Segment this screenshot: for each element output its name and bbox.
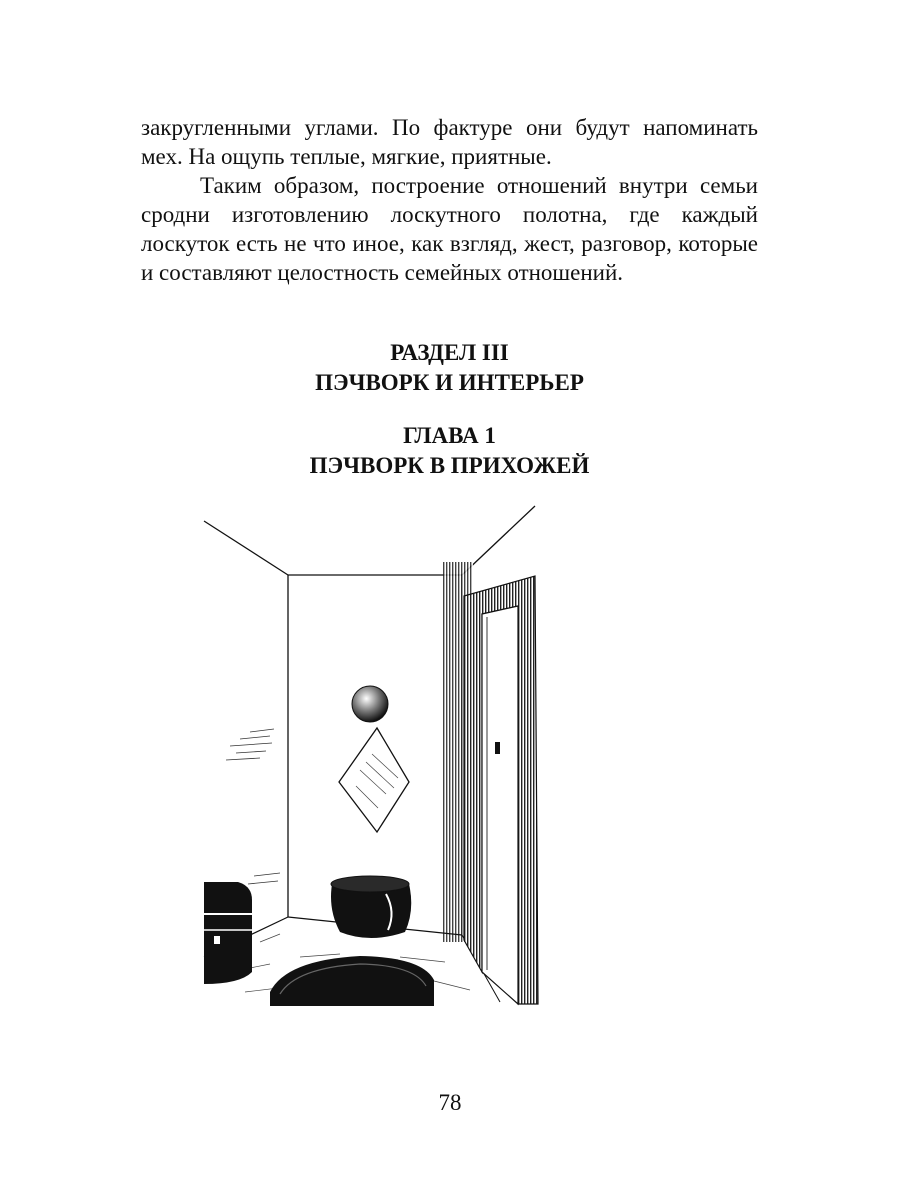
chapter-number: ГЛАВА 1 — [403, 423, 496, 448]
hallway-illustration — [200, 502, 550, 1007]
chapter-title: ПЭЧВОРК В ПРИХОЖЕЙ — [309, 453, 590, 478]
page-number: 78 — [438, 1090, 462, 1115]
paragraph: Таким образом, построение отношений внутри семьи сродни изготовлению лоскутного полотна, где каждый лоскуток есть не что иное, как взгляд, жест, разговор, которые и составляют целостность семейных отношений. — [141, 173, 758, 285]
chapter-heading — [141, 421, 758, 481]
section-number: РАЗДЕЛ III — [390, 340, 509, 365]
paragraph: закругленными углами. По фактуре они будут напоминать мех. На ощупь теплые, мягкие, приятные. — [141, 115, 758, 169]
body-text — [141, 113, 758, 287]
section-heading — [141, 338, 758, 398]
section-title: ПЭЧВОРК И ИНТЕРЬЕР — [315, 370, 584, 395]
